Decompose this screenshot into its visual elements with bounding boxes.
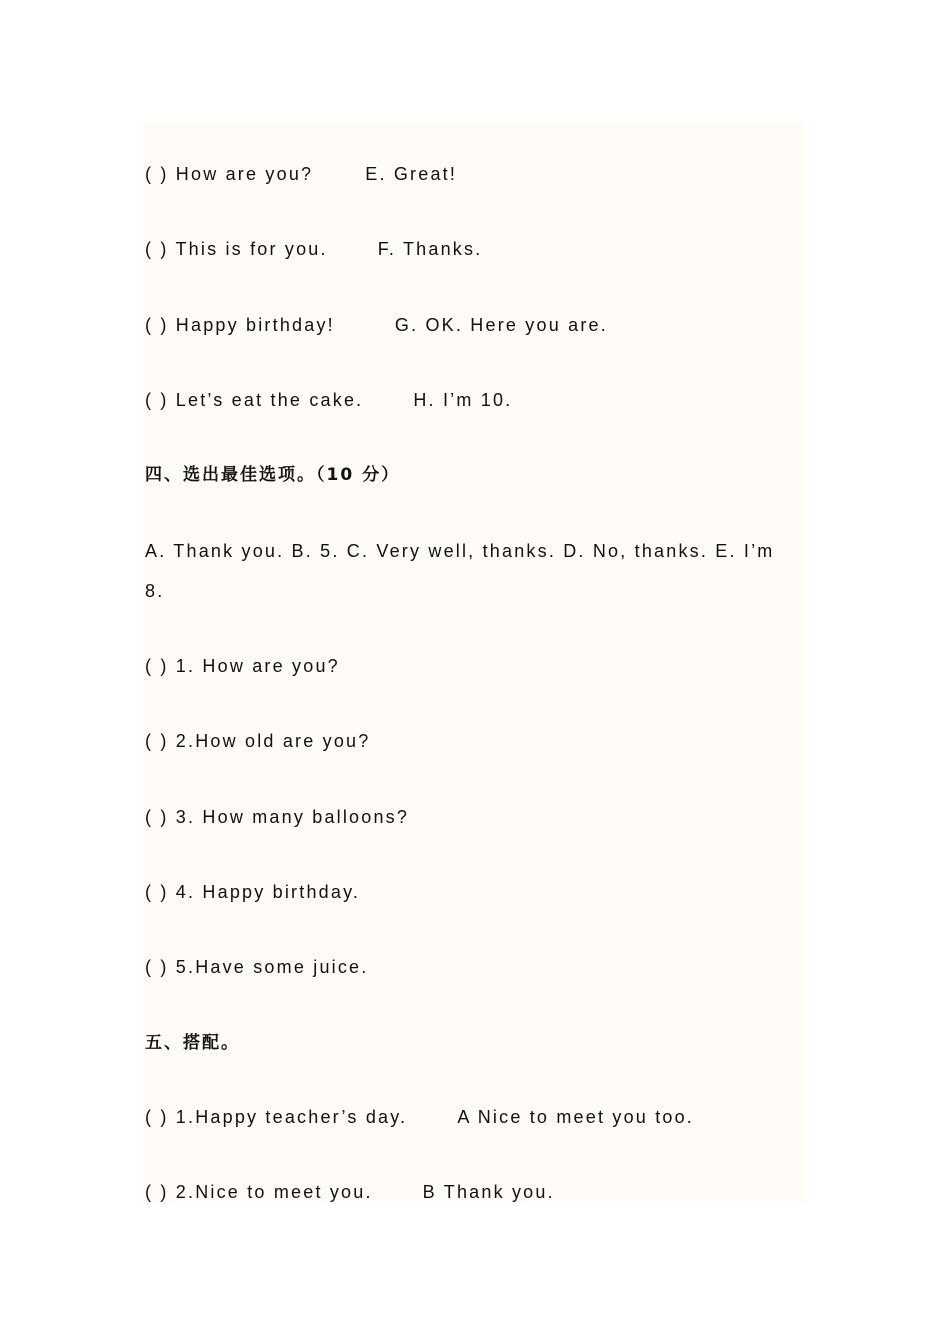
pair-item-1 [145, 1106, 694, 1128]
section-4-title: 四、选出最佳选项。（10 分） [145, 465, 401, 485]
question-text: ( ) Happy birthday! [145, 315, 335, 335]
answer-text: H. I’m 10. [413, 390, 513, 410]
pair-item-2 [145, 1181, 555, 1203]
question-text: ( ) Let’s eat the cake. [145, 390, 364, 410]
question-text: ( ) 1.Happy teacher’s day. [145, 1107, 408, 1127]
choice-question-1: ( ) 1. How are you? [145, 656, 340, 676]
answer-text: F. Thanks. [377, 239, 483, 259]
question-text: ( ) 2.Nice to meet you. [145, 1182, 373, 1202]
match-item-2 [145, 238, 482, 260]
match-item-1 [145, 163, 457, 185]
answer-text: B Thank you. [422, 1182, 555, 1202]
answer-text: E. Great! [365, 164, 458, 184]
choice-question-2: ( ) 2.How old are you? [145, 731, 371, 751]
choice-question-5: ( ) 5.Have some juice. [145, 957, 369, 977]
section-5-title: 五、搭配。 [145, 1033, 240, 1053]
choice-question-4: ( ) 4. Happy birthday. [145, 882, 361, 902]
choice-question-3: ( ) 3. How many balloons? [145, 807, 410, 827]
question-text: ( ) This is for you. [145, 239, 328, 259]
question-text: ( ) How are you? [145, 164, 314, 184]
answer-text: G. OK. Here you are. [394, 315, 608, 335]
section-4-options: A. Thank you. B. 5. C. Very well, thanks. D. No, thanks. E. I’m 8. [145, 541, 775, 601]
answer-text: A Nice to meet you too. [457, 1107, 695, 1127]
match-item-3 [145, 314, 608, 336]
match-item-4 [145, 389, 512, 411]
